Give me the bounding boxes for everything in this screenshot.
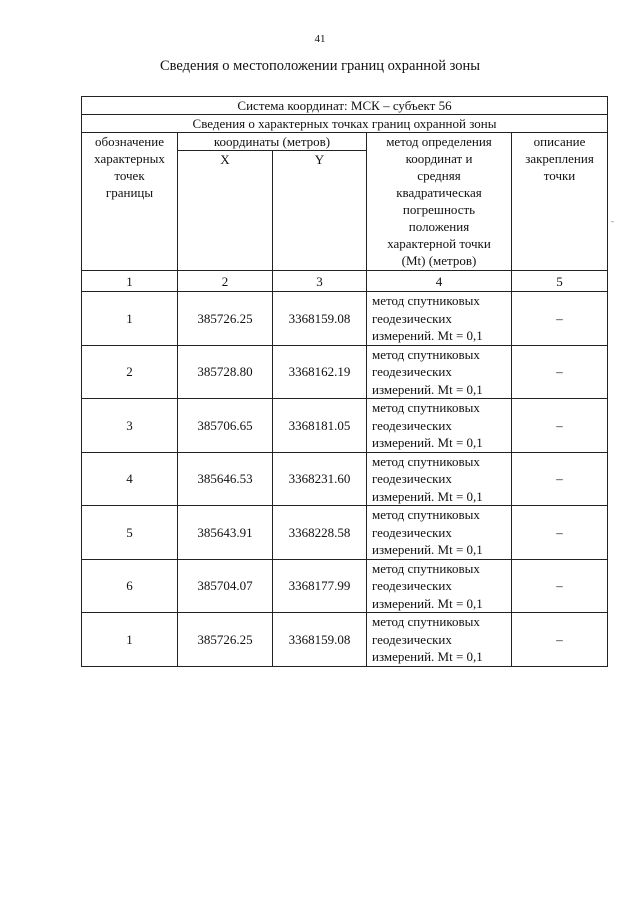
coord-x-cell: 385646.53 xyxy=(178,452,273,506)
coord-y-cell: 3368228.58 xyxy=(273,506,367,560)
method-line: метод спутниковых xyxy=(372,507,480,522)
description-cell: – xyxy=(512,399,608,453)
coord-x-cell: 385706.65 xyxy=(178,399,273,453)
coord-x-cell: 385726.25 xyxy=(178,292,273,346)
method-cell xyxy=(367,613,512,667)
method-line: измерений. Mt = 0,1 xyxy=(372,488,483,504)
method-cell xyxy=(367,559,512,613)
method-line: геодезических xyxy=(372,524,452,540)
header-designation xyxy=(82,133,178,271)
coord-system-row xyxy=(82,97,608,115)
method-line: геодезических xyxy=(372,631,452,647)
header-coordinates xyxy=(178,133,367,271)
method-line: измерений. Mt = 0,1 xyxy=(372,381,483,397)
coord-y-cell: 3368177.99 xyxy=(273,559,367,613)
header-x: X xyxy=(178,151,273,270)
column-number-row xyxy=(82,271,608,292)
table-row xyxy=(82,292,608,346)
header-method-line: координат и xyxy=(405,151,473,166)
table-row xyxy=(82,559,608,613)
section-title-row xyxy=(82,115,608,133)
column-number: 4 xyxy=(367,271,512,292)
header-method-line: квадратическая xyxy=(396,185,482,200)
table-row xyxy=(82,399,608,453)
method-line: измерений. Mt = 0,1 xyxy=(372,542,483,557)
description-cell: – xyxy=(512,292,608,346)
header-method-line: положения xyxy=(408,219,470,234)
point-number-cell: 2 xyxy=(82,345,178,399)
description-cell: – xyxy=(512,559,608,613)
column-number: 1 xyxy=(82,271,178,292)
point-number-cell: 5 xyxy=(82,506,178,560)
method-line: метод спутниковых xyxy=(372,400,480,415)
method-cell xyxy=(367,452,512,506)
point-number-cell: 3 xyxy=(82,399,178,453)
header-description-line: точки xyxy=(543,168,576,183)
column-number: 3 xyxy=(273,271,367,292)
method-line: измерений. Mt = 0,1 xyxy=(372,649,483,664)
header-description-line: описание xyxy=(533,134,586,149)
header-xy xyxy=(178,151,366,270)
header-method-line: средняя xyxy=(417,168,461,183)
method-line: измерений. Mt = 0,1 xyxy=(372,595,483,611)
header-method xyxy=(367,133,512,271)
method-cell xyxy=(367,345,512,399)
coord-system-cell: Система координат: МСК – субъект 56 xyxy=(82,97,608,115)
coord-y-cell: 3368159.08 xyxy=(273,613,367,667)
coord-y-cell: 3368162.19 xyxy=(273,345,367,399)
point-number-cell: 1 xyxy=(82,613,178,667)
method-line: геодезических xyxy=(372,471,452,486)
header-designation-line: характерных xyxy=(94,151,165,166)
point-number-cell: 6 xyxy=(82,559,178,613)
column-number: 2 xyxy=(178,271,273,292)
point-number-cell: 1 xyxy=(82,292,178,346)
section-title-cell: Сведения о характерных точках границ охранной зоны xyxy=(82,115,608,133)
column-header-row xyxy=(82,133,608,271)
column-number: 5 xyxy=(512,271,608,292)
table-row xyxy=(82,452,608,506)
header-description-line: закрепления xyxy=(525,151,594,166)
table-row xyxy=(82,345,608,399)
method-cell xyxy=(367,399,512,453)
header-method-line: погрешность xyxy=(402,202,476,217)
method-line: метод спутниковых xyxy=(372,346,480,362)
coord-x-cell: 385726.25 xyxy=(178,613,273,667)
header-designation-line: обозначение xyxy=(95,134,164,149)
point-number-cell: 4 xyxy=(82,452,178,506)
header-method-line: (Mt) (метров) xyxy=(401,253,477,268)
method-line: геодезических xyxy=(372,364,452,379)
header-designation-line: точек xyxy=(114,168,145,183)
header-designation-line: границы xyxy=(105,185,154,200)
table-row xyxy=(82,613,608,667)
method-line: геодезических xyxy=(372,310,452,326)
method-line: метод спутниковых xyxy=(372,560,480,576)
description-cell: – xyxy=(512,613,608,667)
description-cell: – xyxy=(512,345,608,399)
header-description xyxy=(512,133,608,271)
method-line: геодезических xyxy=(372,417,452,433)
method-line: геодезических xyxy=(372,578,452,593)
coord-x-cell: 385704.07 xyxy=(178,559,273,613)
description-cell: – xyxy=(512,506,608,560)
header-y: Y xyxy=(314,152,325,167)
coord-x-cell: 385643.91 xyxy=(178,506,273,560)
header-method-line: характерной точки xyxy=(387,236,491,251)
coord-y-cell: 3368159.08 xyxy=(273,292,367,346)
method-line: измерений. Mt = 0,1 xyxy=(372,328,483,343)
boundary-points-table xyxy=(81,96,608,667)
description-cell: – xyxy=(512,452,608,506)
coord-x-cell: 385728.80 xyxy=(178,345,273,399)
method-line: метод спутниковых xyxy=(372,614,480,629)
method-cell xyxy=(367,506,512,560)
method-cell xyxy=(367,292,512,346)
coord-y-cell: 3368231.60 xyxy=(273,452,367,506)
document-title: Сведения о местоположении границ охранной зоны xyxy=(159,58,480,74)
method-line: метод спутниковых xyxy=(372,453,480,469)
header-coordinates-group: координаты (метров) xyxy=(178,133,366,151)
coord-y-cell: 3368181.05 xyxy=(273,399,367,453)
method-line: метод спутниковых xyxy=(372,293,480,308)
method-line: измерений. Mt = 0,1 xyxy=(372,435,483,450)
table-row xyxy=(82,506,608,560)
margin-mark: - xyxy=(611,216,614,226)
page-number: 41 xyxy=(314,33,326,45)
header-method-line: метод определения xyxy=(386,134,492,149)
table-body xyxy=(82,97,608,667)
